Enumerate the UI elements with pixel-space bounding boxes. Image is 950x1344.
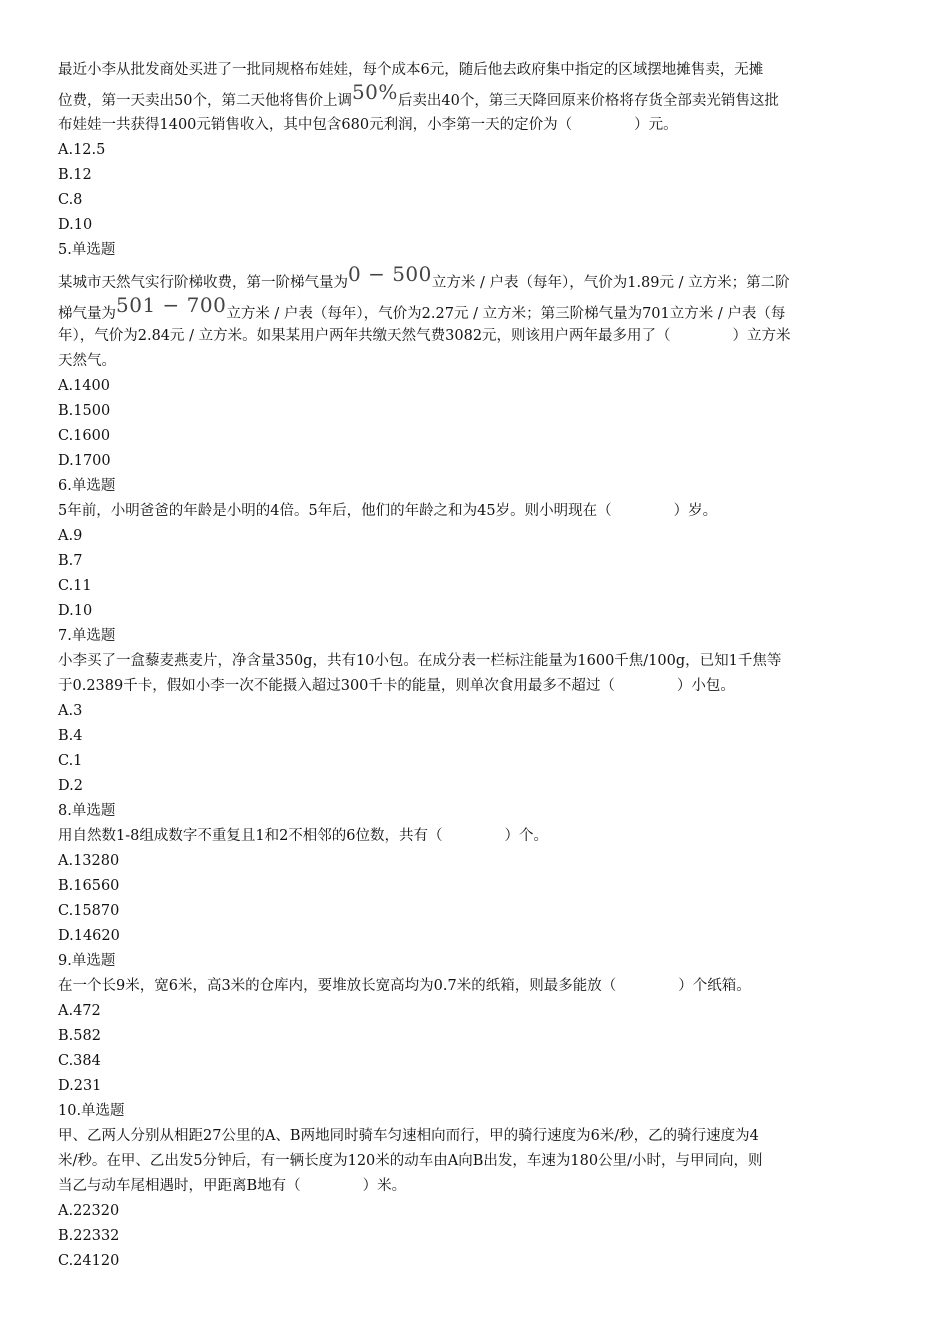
q5-math-range2: 501 − 700 — [116, 293, 227, 317]
q4-option-a[interactable]: A.12.5 — [58, 142, 106, 158]
q7-header: 7.单选题 — [58, 628, 116, 644]
q4-stem-line3-pre: 布娃娃一共获得1400元销售收入，其中包含680元利润，小李第一天的定价为（ — [58, 117, 573, 133]
q9-stem-line1-pre: 在一个长9米，宽6米，高3米的仓库内，要堆放长宽高均为0.7米的纸箱，则最多能放（ — [58, 978, 617, 994]
q10-stem-line2: 米/秒。在甲、乙出发5分钟后，有一辆长度为120米的动车由A向B出发，车速为180公里/小时，与甲同向，则 — [58, 1153, 763, 1169]
q6-stem-line1-post: ）岁。 — [673, 503, 718, 519]
q9-option-c[interactable]: C.384 — [58, 1053, 101, 1069]
q9-header: 9.单选题 — [58, 953, 116, 969]
q10-header: 10.单选题 — [58, 1103, 125, 1119]
q10-option-c[interactable]: C.24120 — [58, 1253, 120, 1269]
q10-option-a[interactable]: A.22320 — [58, 1203, 120, 1219]
q5-stem-line2 — [58, 293, 894, 324]
q5-stem-line2-pre: 梯气量为 — [58, 306, 116, 322]
q7-stem-line2-post: ）小包。 — [676, 678, 735, 694]
q5-option-a[interactable]: A.1400 — [58, 378, 110, 394]
q5-stem-line1-pre: 某城市天然气实行阶梯收费，第一阶梯气量为 — [58, 275, 348, 291]
q5-header: 5.单选题 — [58, 242, 116, 258]
q6-option-a[interactable]: A.9 — [58, 528, 83, 544]
q7-option-b[interactable]: B.4 — [58, 728, 83, 744]
q9-option-b[interactable]: B.582 — [58, 1028, 101, 1044]
q4-option-c[interactable]: C.8 — [58, 192, 83, 208]
q4-stem-line2-post: 后卖出40个，第三天降回原来价格将存货全部卖光销售这批 — [397, 93, 779, 109]
q4-math-percent: 50% — [351, 80, 398, 104]
q4-stem-line2 — [58, 80, 894, 113]
q7-option-c[interactable]: C.1 — [58, 753, 83, 769]
q4-stem-line3 — [58, 113, 894, 138]
q9-option-a[interactable]: A.472 — [58, 1003, 101, 1019]
q4-option-b[interactable]: B.12 — [58, 167, 92, 183]
q5-stem-line3-post: ）立方米 — [732, 328, 791, 344]
q5-option-c[interactable]: C.1600 — [58, 428, 111, 444]
q6-option-b[interactable]: B.7 — [58, 553, 83, 569]
q6-option-c[interactable]: C.11 — [58, 578, 92, 594]
q4-stem-line1: 最近小李从批发商处买进了一批同规格布娃娃，每个成本6元，随后他去政府集中指定的区域摆地摊售卖，无摊 — [58, 62, 764, 78]
q5-stem-line2-post: 立方米 / 户表（每年），气价为2.27元 / 立方米；第三阶梯气量为701立方米 / 户表（每 — [226, 306, 786, 322]
q7-stem-line2-pre: 于0.2389千卡，假如小李一次不能摄入超过300千卡的能量，则单次食用最多不超过（ — [58, 678, 615, 694]
q5-stem-line4: 天然气。 — [58, 353, 116, 369]
q5-stem-line3-pre: 年），气价为2.84元 / 立方米。如果某用户两年共缴天然气费3082元，则该用户两年最多用了（ — [58, 328, 671, 344]
q8-header: 8.单选题 — [58, 803, 116, 819]
q5-option-d[interactable]: D.1700 — [58, 453, 111, 469]
q6-stem-line1-pre: 5年前，小明爸爸的年龄是小明的4倍。5年后，他们的年龄之和为45岁。则小明现在（ — [58, 503, 612, 519]
q8-option-a[interactable]: A.13280 — [58, 853, 120, 869]
q6-header: 6.单选题 — [58, 478, 116, 494]
exam-page — [58, 58, 894, 1274]
q6-option-d[interactable]: D.10 — [58, 603, 93, 619]
q5-option-b[interactable]: B.1500 — [58, 403, 111, 419]
q7-option-d[interactable]: D.2 — [58, 778, 83, 794]
q10-stem-line3-post: ）米。 — [362, 1178, 407, 1194]
q8-option-c[interactable]: C.15870 — [58, 903, 120, 919]
q7-option-a[interactable]: A.3 — [58, 703, 83, 719]
q8-stem-line1-post: ）个。 — [504, 828, 549, 844]
q10-option-b[interactable]: B.22332 — [58, 1228, 120, 1244]
q7-stem-line1: 小李买了一盒藜麦燕麦片，净含量350g，共有10小包。在成分表一栏标注能量为1600千焦/100g，已知1千焦等 — [58, 653, 782, 669]
q6-stem-line1 — [58, 499, 894, 524]
q8-stem-line1-pre: 用自然数1-8组成数字不重复且1和2不相邻的6位数，共有（ — [58, 828, 443, 844]
q8-option-b[interactable]: B.16560 — [58, 878, 120, 894]
q10-stem-line3-pre: 当乙与动车尾相遇时，甲距离B地有（ — [58, 1178, 301, 1194]
q4-option-d[interactable]: D.10 — [58, 217, 93, 233]
q5-stem-line1-post: 立方米 / 户表（每年），气价为1.89元 / 立方米；第二阶 — [431, 275, 790, 291]
q8-stem-line1 — [58, 824, 894, 849]
q9-option-d[interactable]: D.231 — [58, 1078, 102, 1094]
q4-stem-line2-pre: 位费，第一天卖出50个，第二天他将售价上调 — [58, 93, 352, 109]
q9-stem-line1-post: ）个纸箱。 — [678, 978, 751, 994]
q9-stem-line1 — [58, 974, 894, 999]
q5-math-range1: 0 − 500 — [348, 262, 432, 286]
q7-stem-line2 — [58, 674, 894, 699]
q4-stem-line3-post: ）元。 — [634, 117, 678, 133]
q5-stem-line3 — [58, 324, 894, 349]
q5-stem-line1 — [58, 262, 894, 296]
q8-option-d[interactable]: D.14620 — [58, 928, 120, 944]
q10-stem-line3 — [58, 1174, 894, 1199]
q10-stem-line1: 甲、乙两人分别从相距27公里的A、B两地同时骑车匀速相向而行，甲的骑行速度为6米/秒，乙的骑行速度为4 — [58, 1128, 759, 1144]
